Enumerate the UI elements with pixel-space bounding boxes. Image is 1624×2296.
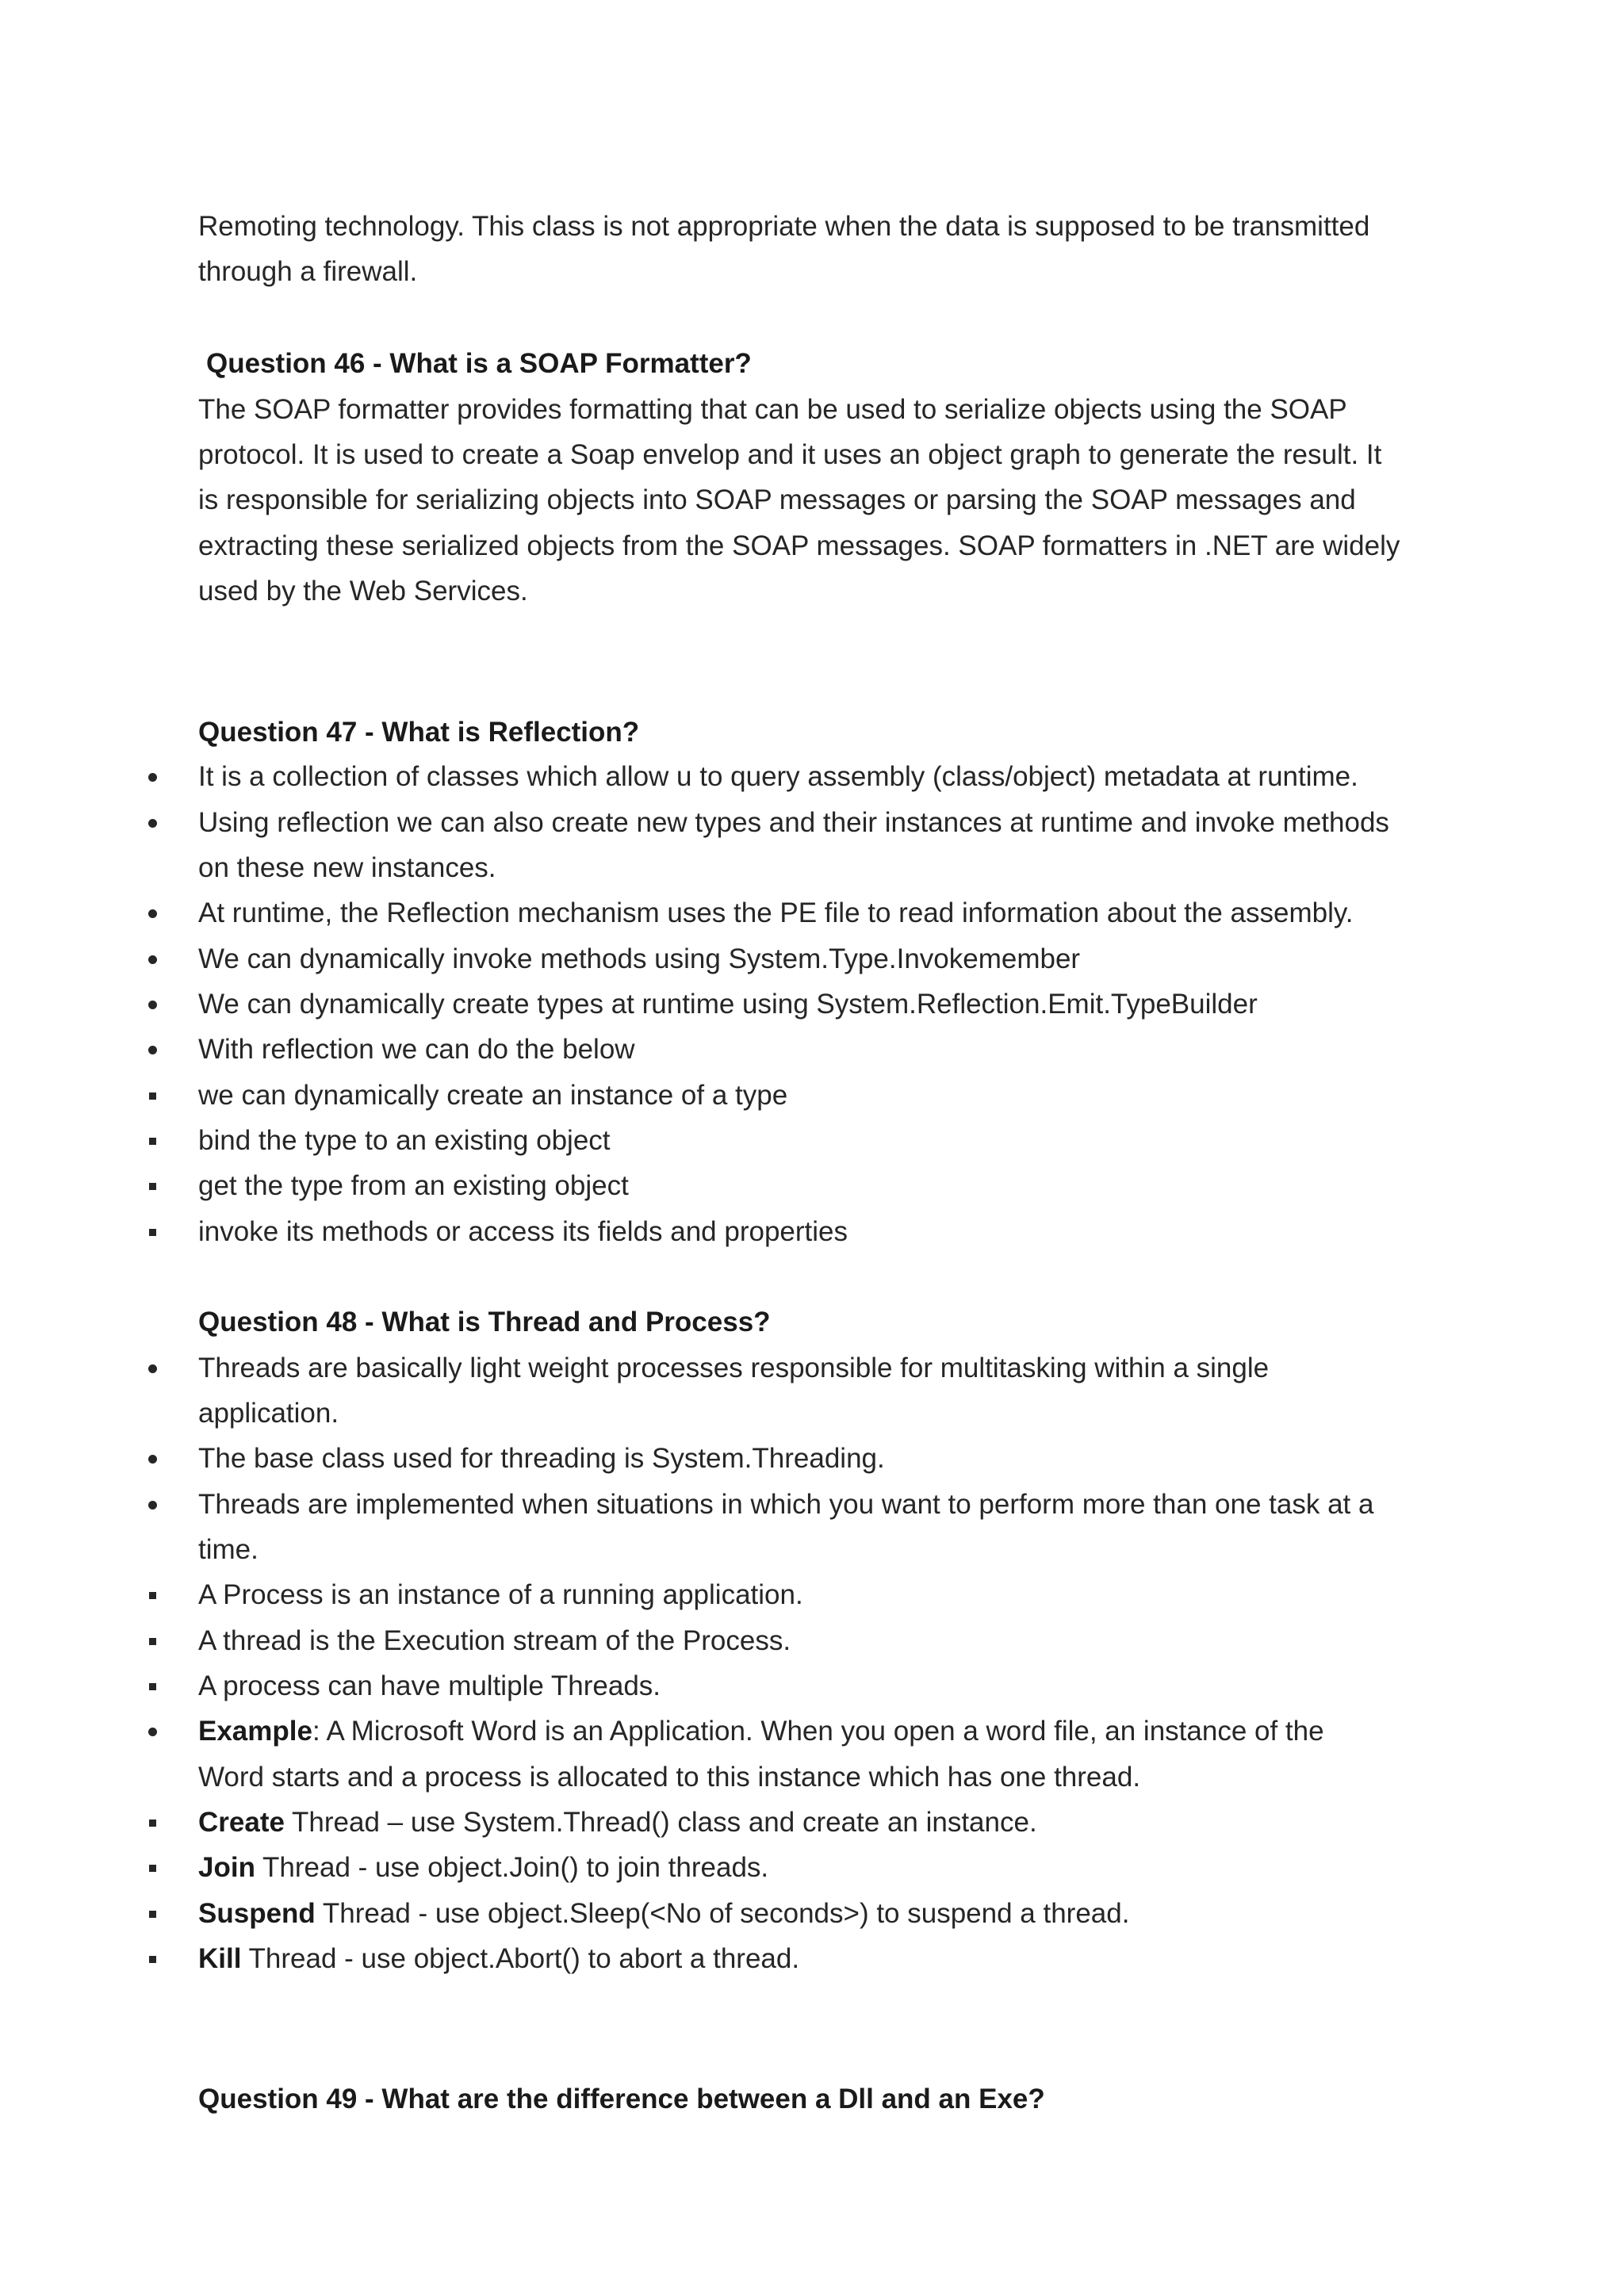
bullet-icon <box>146 801 162 845</box>
square-bullet-icon <box>146 1800 162 1845</box>
square-bullet-icon <box>146 1210 162 1254</box>
list-item-join <box>198 1846 768 1890</box>
op-label: Join <box>198 1852 255 1883</box>
bullet-icon <box>146 982 162 1027</box>
op-text: Thread - use object.Abort() to abort a thread. <box>241 1943 800 1974</box>
op-text: Thread – use System.Thread() class and create an instance. <box>284 1807 1037 1838</box>
list-item-create <box>198 1800 1037 1845</box>
bullet-icon <box>146 1346 162 1391</box>
example-label: Example <box>198 1716 312 1747</box>
list-item: we can dynamically create an instance of a type <box>198 1080 788 1111</box>
list-item: get the type from an existing object <box>198 1170 629 1201</box>
list-item: Threads are basically light weight processes responsible for multitasking within a single <box>198 1353 1270 1383</box>
bullet-icon <box>146 891 162 936</box>
bullet-icon <box>146 1483 162 1527</box>
list-item: Threads are implemented when situations in which you want to perform more than one task at a <box>198 1489 1374 1520</box>
bullet-icon <box>146 1709 162 1754</box>
body-text: is responsible for serializing objects into SOAP messages or parsing the SOAP messages and <box>198 484 1356 515</box>
square-bullet-icon <box>146 1937 162 1981</box>
list-item-example <box>198 1709 1324 1754</box>
question-47-heading: Question 47 - What is Reflection? <box>198 717 640 748</box>
list-item: A thread is the Execution stream of the Process. <box>198 1625 791 1656</box>
list-item: We can dynamically create types at runtime using System.Reflection.Emit.TypeBuilder <box>198 989 1258 1020</box>
list-item: At runtime, the Reflection mechanism uses the PE file to read information about the assembly. <box>198 897 1354 928</box>
question-46-heading: Question 46 - What is a SOAP Formatter? <box>206 348 752 379</box>
op-label: Suspend <box>198 1898 316 1929</box>
list-item-continuation: application. <box>198 1398 339 1429</box>
bullet-icon <box>146 755 162 799</box>
bullet-icon <box>146 937 162 982</box>
list-item-kill <box>198 1937 799 1981</box>
op-text: Thread - use object.Join() to join threads. <box>255 1852 769 1883</box>
list-item: We can dynamically invoke methods using System.Type.Invokemember <box>198 943 1081 974</box>
question-48-heading: Question 48 - What is Thread and Process? <box>198 1307 771 1337</box>
op-label: Kill <box>198 1943 242 1974</box>
list-item-continuation: on these new instances. <box>198 852 496 883</box>
list-item-continuation: time. <box>198 1534 259 1565</box>
square-bullet-icon <box>146 1573 162 1617</box>
square-bullet-icon <box>146 1073 162 1118</box>
square-bullet-icon <box>146 1619 162 1663</box>
body-text: The SOAP formatter provides formatting that can be used to serialize objects using the SOAP <box>198 394 1347 425</box>
op-label: Create <box>198 1807 285 1838</box>
square-bullet-icon <box>146 1892 162 1936</box>
square-bullet-icon <box>146 1846 162 1890</box>
body-text: through a firewall. <box>198 256 418 287</box>
list-item: A Process is an instance of a running application. <box>198 1579 803 1610</box>
list-item: Using reflection we can also create new types and their instances at runtime and invoke methods <box>198 807 1389 838</box>
square-bullet-icon <box>146 1119 162 1163</box>
body-text: Remoting technology. This class is not appropriate when the data is supposed to be transmitted <box>198 211 1370 242</box>
question-49-heading: Question 49 - What are the difference between a Dll and an Exe? <box>198 2084 1045 2114</box>
body-text: protocol. It is used to create a Soap envelop and it uses an object graph to generate the result. It <box>198 439 1382 470</box>
list-item-continuation: Word starts and a process is allocated to this instance which has one thread. <box>198 1762 1141 1793</box>
bullet-icon <box>146 1027 162 1072</box>
square-bullet-icon <box>146 1164 162 1208</box>
example-text: : A Microsoft Word is an Application. When you open a word file, an instance of the <box>312 1716 1324 1747</box>
list-item: It is a collection of classes which allow u to query assembly (class/object) metadata at runtime. <box>198 761 1358 792</box>
list-item: bind the type to an existing object <box>198 1125 611 1156</box>
list-item: invoke its methods or access its fields and properties <box>198 1216 848 1247</box>
bullet-icon <box>146 1437 162 1481</box>
list-item: A process can have multiple Threads. <box>198 1670 661 1701</box>
body-text: used by the Web Services. <box>198 576 528 607</box>
op-text: Thread - use object.Sleep(<No of seconds>) to suspend a thread. <box>315 1898 1130 1929</box>
list-item: With reflection we can do the below <box>198 1034 635 1065</box>
square-bullet-icon <box>146 1664 162 1709</box>
list-item-suspend <box>198 1892 1129 1936</box>
body-text: extracting these serialized objects from the SOAP messages. SOAP formatters in .NET are widely <box>198 530 1400 561</box>
list-item: The base class used for threading is System.Threading. <box>198 1443 885 1474</box>
